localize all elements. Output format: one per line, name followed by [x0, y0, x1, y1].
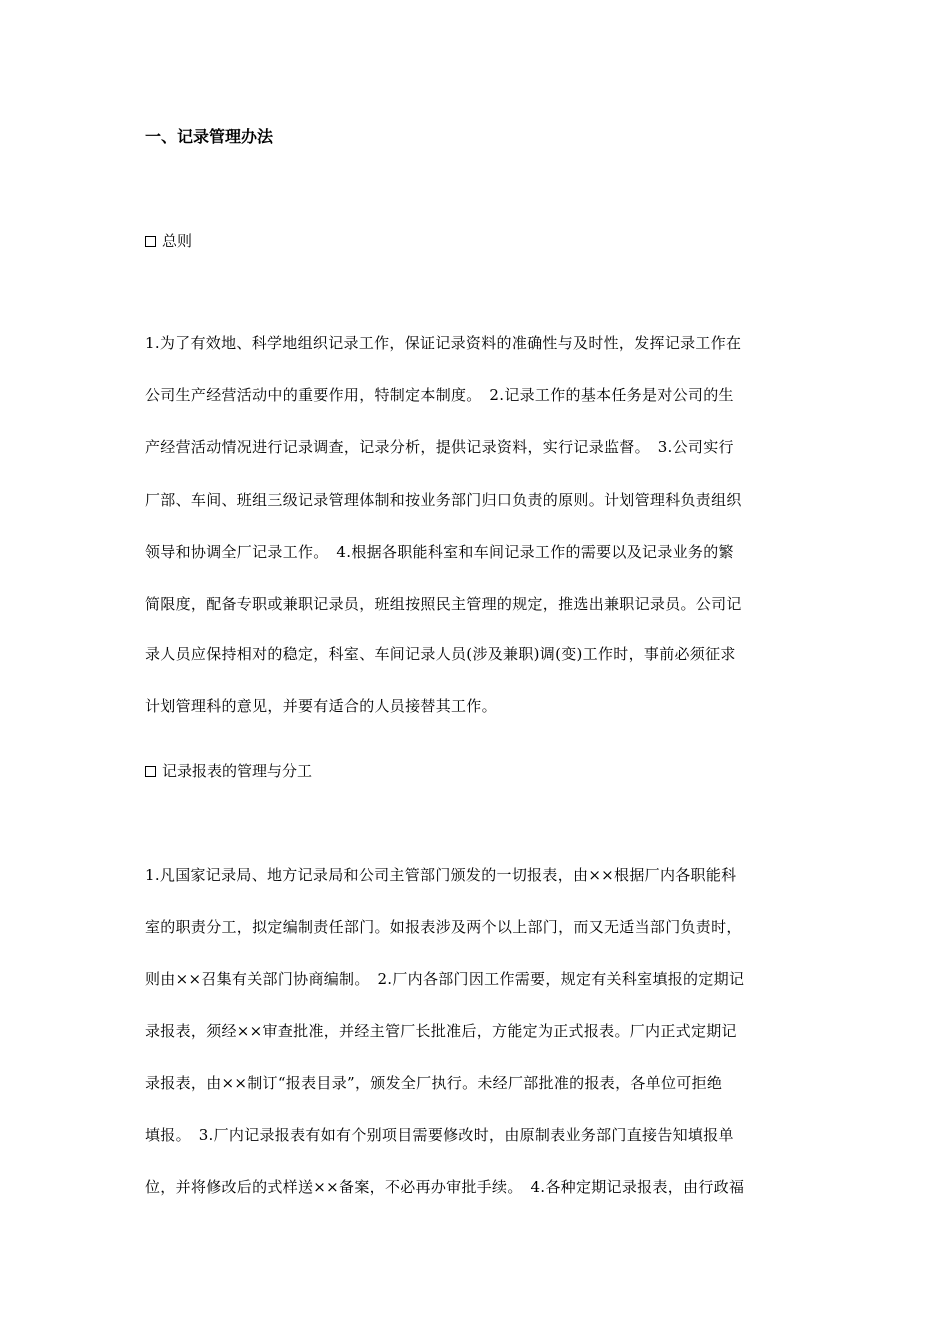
checkbox-icon	[145, 236, 156, 247]
paragraph-line: 简限度，配备专职或兼职记录员，班组按照民主管理的规定，推选出兼职记录员。公司记	[145, 595, 742, 613]
paragraph-line: 录人员应保持相对的稳定，科室、车间记录人员(涉及兼职)调(变)工作时，事前必须征求	[145, 645, 736, 663]
paragraph-line: 厂部、车间、班组三级记录管理体制和按业务部门归口负责的原则。计划管理科负责组织	[145, 491, 742, 509]
paragraph-line: 录报表，须经××审查批准，并经主管厂长批准后，方能定为正式报表。厂内正式定期记	[145, 1022, 737, 1040]
paragraph-line: 位，并将修改后的式样送××备案，不必再办审批手续。 4.各种定期记录报表，由行政福	[145, 1178, 745, 1196]
paragraph-line: 产经营活动情况进行记录调查，记录分析，提供记录资料，实行记录监督。 3.公司实行	[145, 438, 734, 456]
section-heading-label: 记录报表的管理与分工	[162, 762, 313, 780]
paragraph-line: 公司生产经营活动中的重要作用，特制定本制度。 2.记录工作的基本任务是对公司的生	[145, 386, 734, 404]
section-heading-reports	[145, 760, 312, 782]
paragraph-line: 领导和协调全厂记录工作。 4.根据各职能科室和车间记录工作的需要以及记录业务的繁	[145, 543, 734, 561]
paragraph-line: 则由××召集有关部门协商编制。 2.厂内各部门因工作需要，规定有关科室填报的定期记	[145, 970, 745, 988]
section-heading-general	[145, 230, 192, 252]
paragraph-line: 计划管理科的意见，并要有适合的人员接替其工作。	[145, 697, 497, 715]
paragraph-line: 1.为了有效地、科学地组织记录工作，保证记录资料的准确性与及时性，发挥记录工作在	[145, 334, 742, 352]
paragraph-line: 填报。 3.厂内记录报表有如有个别项目需要修改时，由原制表业务部门直接告知填报单	[145, 1126, 734, 1144]
paragraph-line: 录报表，由××制订“报表目录”，颁发全厂执行。未经厂部批准的报表，各单位可拒绝	[145, 1074, 723, 1092]
document-title: 一、记录管理办法	[145, 127, 274, 146]
checkbox-icon	[145, 766, 156, 777]
section-heading-label: 总则	[162, 232, 193, 250]
paragraph-line: 1.凡国家记录局、地方记录局和公司主管部门颁发的一切报表，由××根据厂内各职能科	[145, 866, 737, 884]
paragraph-line: 室的职责分工，拟定编制责任部门。如报表涉及两个以上部门，而又无适当部门负责时，	[145, 918, 742, 936]
